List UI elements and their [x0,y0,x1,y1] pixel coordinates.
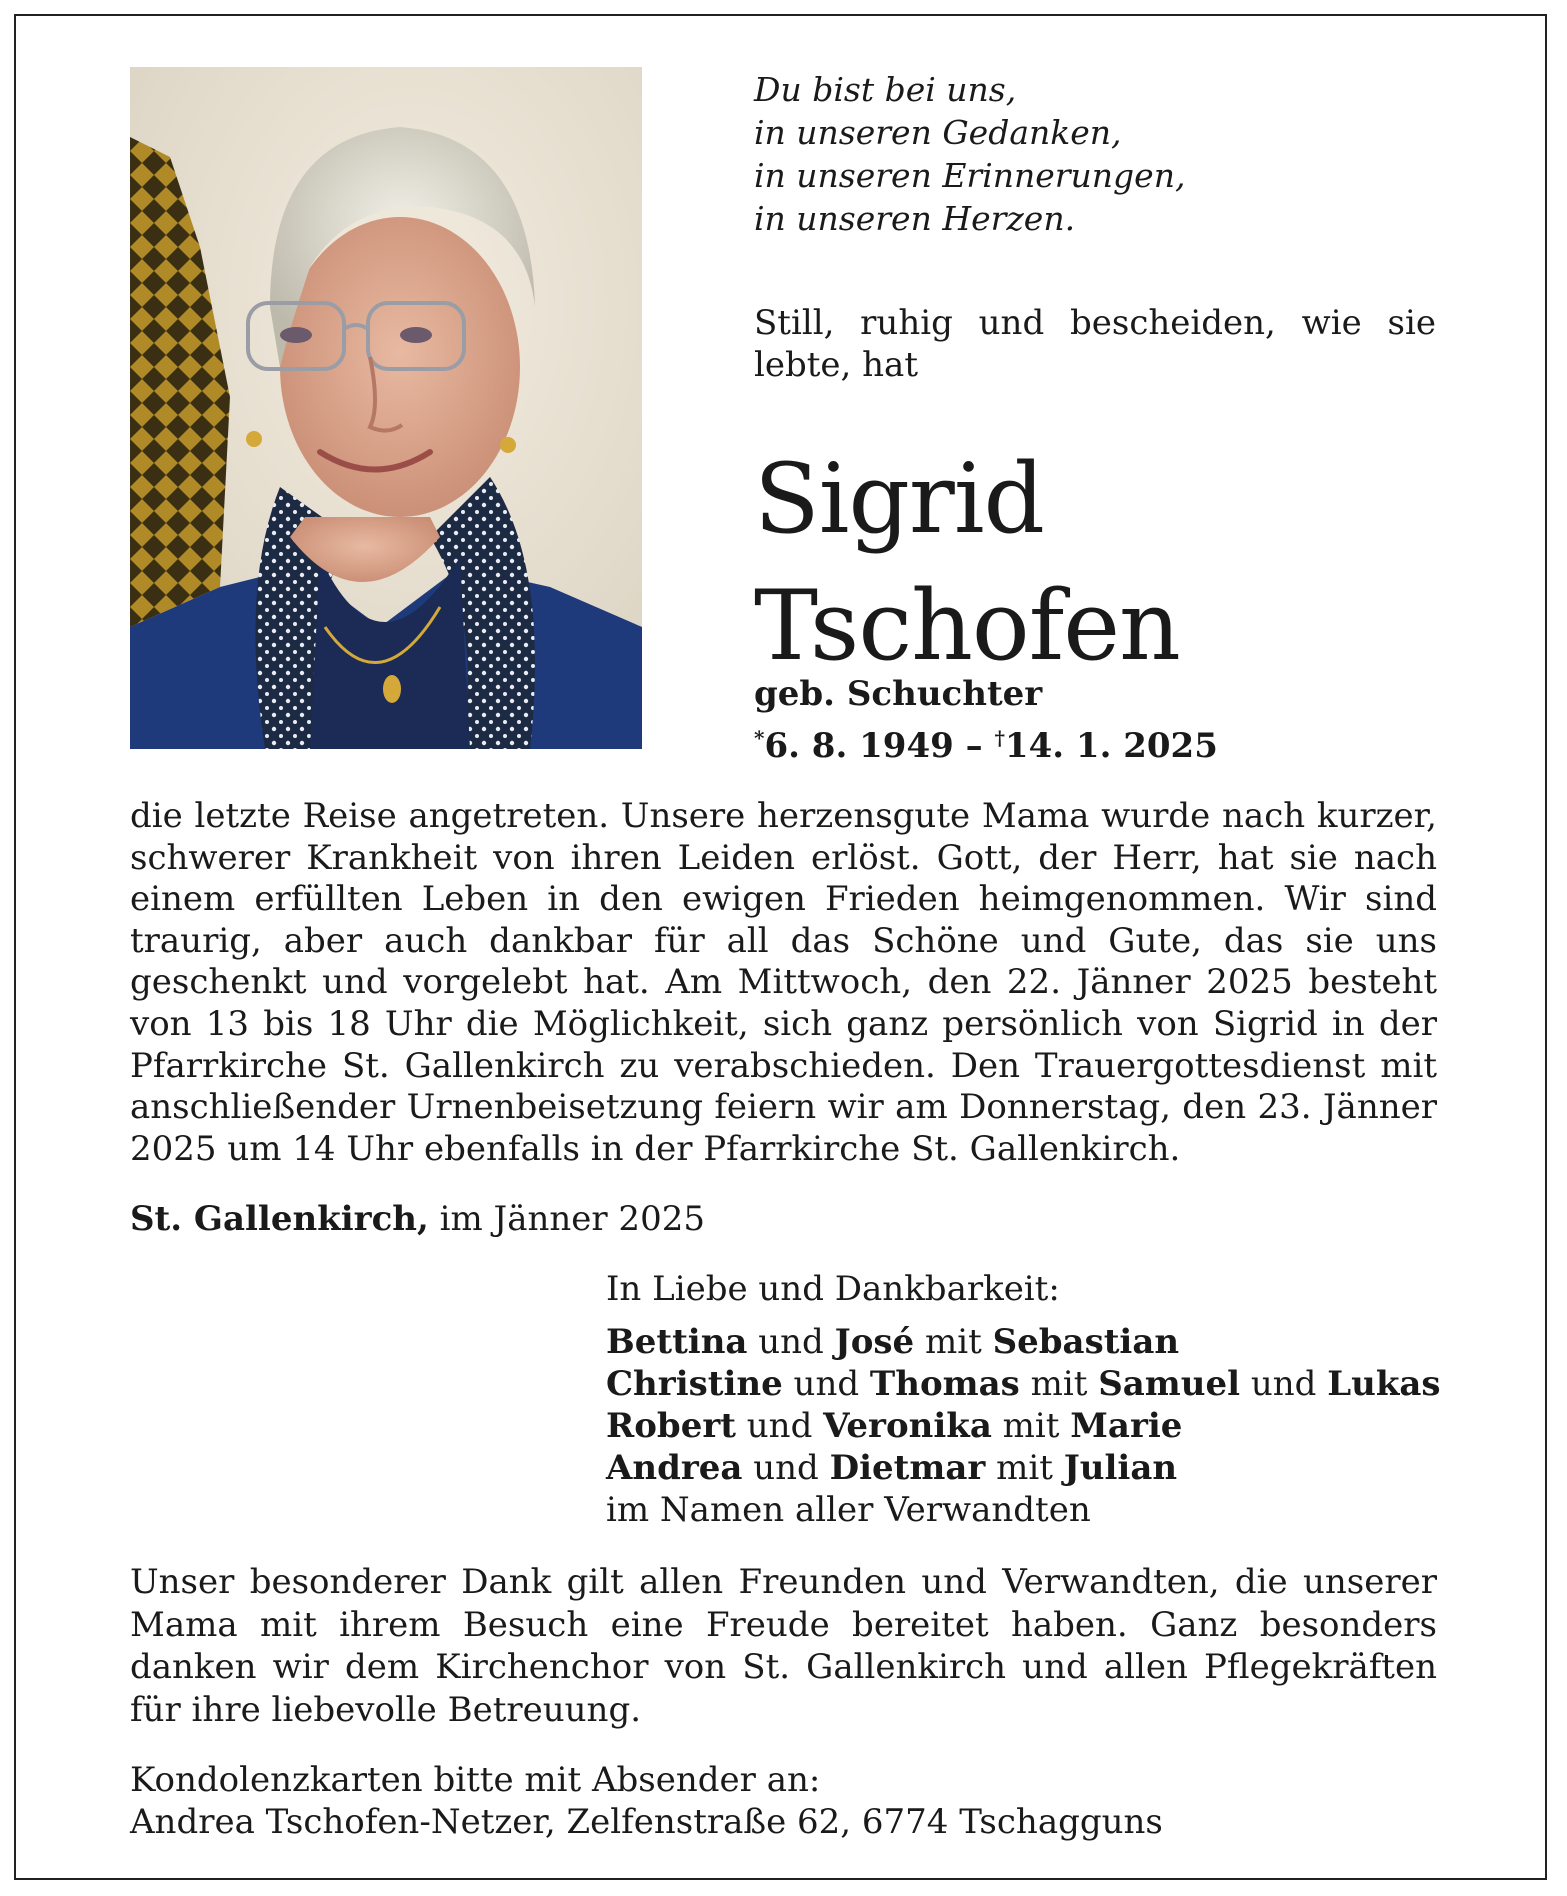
last-name: Tschofen [754,570,1180,682]
place-town: St. Gallenkirch, [130,1199,429,1239]
signature-closing: im Namen aller Verwandten [606,1490,1091,1530]
death-date: 14. 1. 2025 [1004,726,1218,766]
family-name: Christine [606,1364,783,1404]
condolence-address [130,1759,1163,1843]
family-signature [606,1321,1441,1531]
connector: mit [991,1406,1071,1446]
family-name: Lukas [1327,1364,1441,1404]
connector: und [782,1364,870,1404]
condolence-line: Andrea Tschofen-Netzer, Zelfenstraße 62, 6774 Tschagguns [130,1802,1163,1842]
poem-line: in unseren Erinnerungen, [754,156,1186,195]
birth-date: 6. 8. 1949 [764,726,954,766]
family-name: Samuel [1098,1364,1241,1404]
family-name: Bettina [606,1322,748,1362]
date-separator: – [953,726,995,766]
family-name: Marie [1070,1406,1183,1446]
poem [754,68,1185,240]
maiden-name: geb. Schuchter [754,674,1043,714]
connector: und [735,1406,824,1446]
connector: und [747,1322,835,1362]
connector: und [1240,1364,1328,1404]
signature-intro: In Liebe und Dankbarkeit: [606,1269,1060,1309]
connector: mit [985,1448,1064,1488]
family-name: Dietmar [829,1448,986,1488]
birth-symbol: * [754,726,765,750]
family-name: Julian [1063,1448,1178,1488]
family-row [606,1447,1441,1489]
deceased-name [754,436,1180,690]
family-row [606,1321,1441,1363]
life-dates [754,718,1218,766]
thanks-text: Unser besonderer Dank gilt allen Freunden und Verwandten, die unserer Mama mit ihrem Besuch eine Freude bereitet haben. Ganz besonders danken wir dem Kirchenchor von St. Gallenkirch und allen Pflegekräften für ihre liebevolle Betreuung. [130,1562,1437,1730]
family-name: Thomas [869,1364,1020,1404]
family-row [606,1363,1441,1405]
family-name: José [834,1322,915,1362]
family-name: Veronika [823,1406,992,1446]
family-name: Andrea [606,1448,743,1488]
place-date [130,1198,705,1240]
obituary-body: die letzte Reise angetreten. Unsere herzensgute Mama wurde nach kurzer, schwerer Krankheit von ihren Leiden erlöst. Gott, der Herr, hat sie nach einem erfüllten Leben in den ewigen Frieden heimgenommen. Wir sind traurig, aber auch dankbar für all das Schöne und Gute, das sie uns geschenkt und vorgelebt hat. Am Mittwoch, den 22. Jänner 2025 besteht von 13 bis 18 Uhr die Möglichkeit, sich ganz persönlich von Sigrid in der Pfarrkirche St. Gallenkirch zu verabschieden. Den Trauergottesdienst mit anschließender Urnenbeisetzung feiern wir am Donnerstag, den 23. Jänner 2025 um 14 Uhr ebenfalls in der Pfarrkirche St. Gallenkirch. [130,796,1437,1169]
connector: mit [914,1322,993,1362]
poem-line: Du bist bei uns, [754,70,1017,109]
connector: und [742,1448,830,1488]
family-row [606,1405,1441,1447]
condolence-line: Kondolenzkarten bitte mit Absender an: [130,1760,821,1800]
family-name: Sebastian [992,1322,1180,1362]
first-name: Sigrid [754,443,1044,555]
poem-line: in unseren Herzen. [754,199,1076,238]
family-name: Robert [606,1406,736,1446]
portrait-photo [130,67,642,749]
intro-text: Still, ruhig und bescheiden, wie sie lebte, hat [754,303,1436,385]
place-month: im Jänner 2025 [428,1199,705,1239]
poem-line: in unseren Gedanken, [754,113,1122,152]
death-symbol: † [994,726,1005,750]
connector: mit [1019,1364,1099,1404]
